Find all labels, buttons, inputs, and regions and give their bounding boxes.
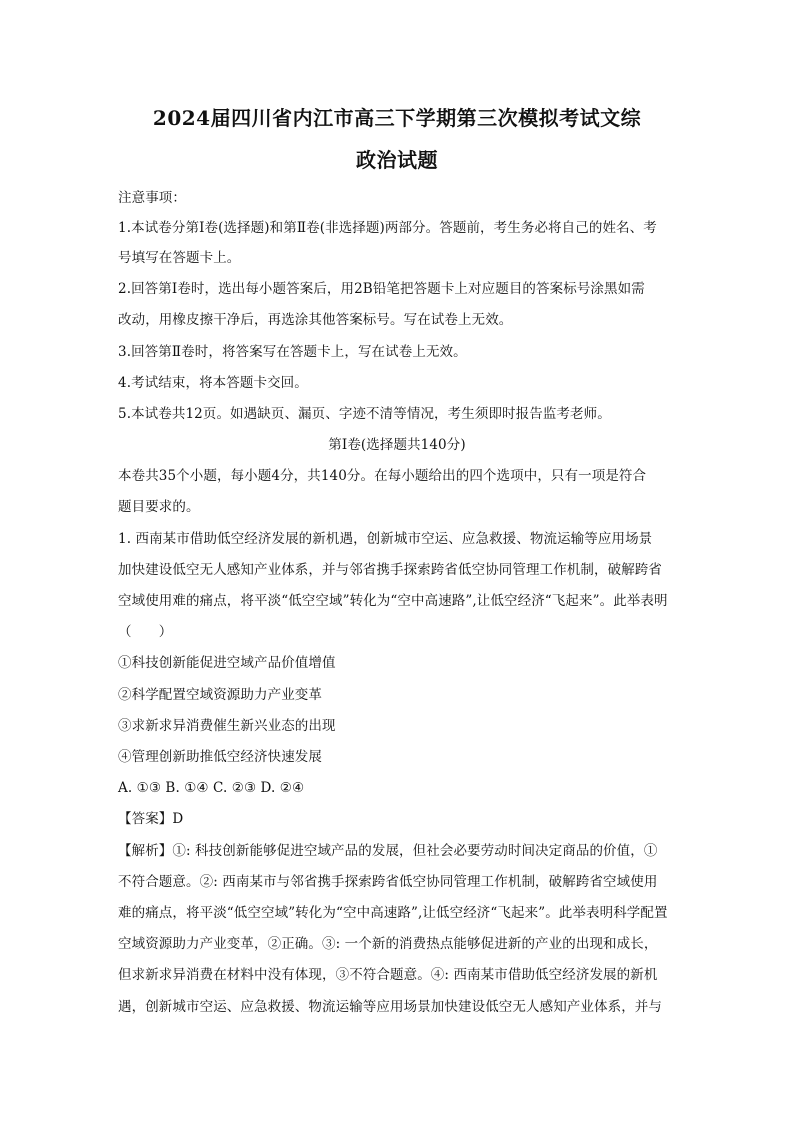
question-1-option: ②科学配置空域资源助力产业变革	[118, 687, 322, 703]
analysis-text: 遇，创新城市空运、应急救援、物流运输等应用场景加快建设低空无人感知产业体系，并与	[118, 999, 662, 1015]
document-subtitle: 政治试题	[356, 148, 438, 172]
question-1-stem-cont: 空域使用难的痛点，将平淡“低空空域”转化为“空中高速路”,让低空经济“飞起来”。此举表明	[118, 593, 668, 609]
question-1-stem: 1. 西南某市借助低空经济发展的新机遇，创新城市空运、应急救援、物流运输等应用场景	[118, 531, 653, 547]
question-1-option: ④管理创新助推低空经济快速发展	[118, 749, 322, 765]
analysis-text: 空域资源助力产业变革，②正确。③: 一个新的消费热点能够促进新的产业的出现和成长，	[118, 936, 658, 952]
analysis-text: 不符合题意。②: 西南某市与邻省携手探索跨省低空协同管理工作机制，破解跨省空域使用	[118, 874, 658, 890]
question-1-option: ①科技创新能促进空域产品价值增值	[118, 655, 336, 671]
question-1-stem-cont: 加快建设低空无人感知产业体系，并与邻省携手探索跨省低空协同管理工作机制，破解跨省	[118, 562, 662, 578]
notice-item-2-cont: 改动，用橡皮擦干净后，再选涂其他答案标号。写在试卷上无效。	[118, 312, 513, 328]
analysis-text: 但求新求异消费在材料中没有体现，③不符合题意。④: 西南某市借助低空经济发展的新机	[118, 967, 658, 983]
notice-heading: 注意事项：	[118, 190, 186, 206]
section-title: 第Ⅰ卷(选择题共140分)	[328, 437, 466, 453]
answer-label: 【答案】D	[118, 811, 184, 827]
notice-item-1-cont: 号填写在答题卡上。	[118, 250, 241, 266]
question-1-option: ③求新求异消费催生新兴业态的出现	[118, 718, 336, 734]
question-1-choices: A. ①③ B. ①④ C. ②③ D. ②④	[118, 780, 305, 796]
analysis-text: 难的痛点，将平淡“低空空域”转化为“空中高速路”,让低空经济“飞起来”。此举表明科学配置	[118, 905, 668, 921]
analysis-text: 【解析】①: 科技创新能够促进空域产品的发展，但社会必要劳动时间决定商品的价值，①	[118, 843, 658, 859]
section-intro-cont: 题目要求的。	[118, 499, 200, 515]
question-1-blank: （ ）	[118, 624, 173, 640]
notice-item-2: 2.回答第Ⅰ卷时，选出每小题答案后，用2B铅笔把答题卡上对应题目的答案标号涂黑如需	[118, 281, 645, 297]
notice-item-4: 4.考试结束，将本答题卡交回。	[118, 375, 308, 391]
notice-item-3: 3.回答第Ⅱ卷时，将答案写在答题卡上，写在试卷上无效。	[118, 344, 467, 360]
document-title: 2024届四川省内江市高三下学期第三次模拟考试文综	[152, 106, 642, 130]
section-intro: 本卷共35个小题，每小题4分，共140分。在每小题给出的四个选项中，只有一项是符合	[118, 468, 647, 484]
notice-item-1: 1.本试卷分第Ⅰ卷(选择题)和第Ⅱ卷(非选择题)两部分。答题前，考生务必将自己的姓名、考	[118, 220, 657, 236]
notice-item-5: 5.本试卷共12页。如遇缺页、漏页、字迹不清等情况，考生须即时报告监考老师。	[118, 406, 611, 422]
